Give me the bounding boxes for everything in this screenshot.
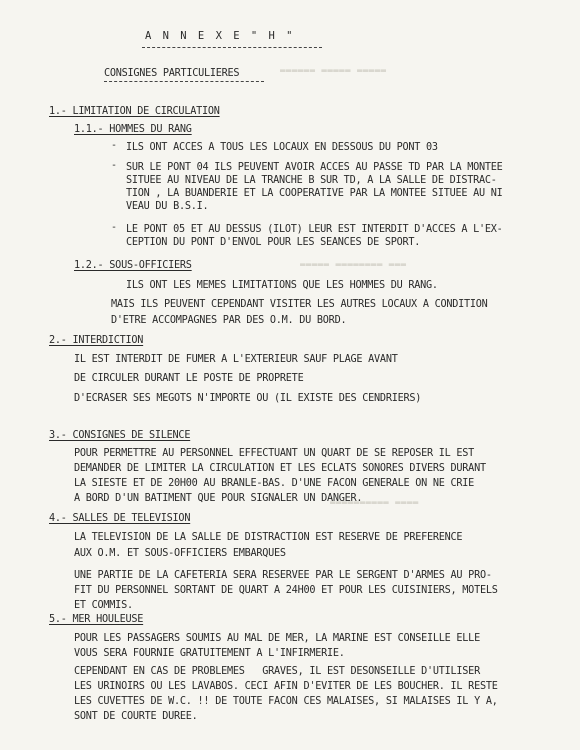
section-3-line: A BORD D'UN BATIMENT QUE POUR SIGNALER UN DANGER. [74, 493, 363, 504]
section-2-heading: 2.- INTERDICTION [49, 335, 144, 346]
section-5-paragraph-2-line: SONT DE COURTE DUREE. [74, 711, 198, 722]
bleed-through-text: ▬▬▬▬▬ ▬▬▬▬▬▬▬▬ ▬▬▬ [300, 260, 407, 270]
section-1-1-heading: 1.1.- HOMMES DU RANG [74, 124, 192, 135]
section-5-paragraph-2-line: LES CUVETTES DE W.C. !! DE TOUTE FACON CES MALAISES, SI MALAISES IL Y A, [74, 696, 498, 707]
section-4-paragraph-2-line: FIT DU PERSONNEL SORTANT DE QUART A 24H00 ET POUR LES CUISINIERS, MOTELS [74, 585, 498, 596]
section-2-line: IL EST INTERDIT DE FUMER A L'EXTERIEUR SAUF PLAGE AVANT [74, 354, 398, 365]
section-1-2-line: MAIS ILS PEUVENT CEPENDANT VISITER LES AUTRES LOCAUX A CONDITION [111, 299, 488, 310]
section-1-2-line: D'ETRE ACCOMPAGNES PAR DES O.M. DU BORD. [111, 315, 347, 326]
section-1-2-line: ILS ONT LES MEMES LIMITATIONS QUE LES HOMMES DU RANG. [126, 280, 438, 291]
annex-title: A N N E X E " H " [145, 30, 295, 42]
section-4-paragraph-2-line: ET COMMIS. [74, 600, 133, 611]
bullet-dash: - [111, 140, 118, 151]
section-1-1-bullet-2-line: SUR LE PONT 04 ILS PEUVENT AVOIR ACCES AU PASSE TD PAR LA MONTEE [126, 162, 503, 173]
bleed-through-text: ▬▬▬▬▬▬ ▬▬▬▬▬ ▬▬▬▬▬ [280, 66, 387, 76]
section-3-line: POUR PERMETTRE AU PERSONNEL EFFECTUANT UN QUART DE SE REPOSER IL EST [74, 448, 475, 459]
section-1-1-bullet-3-line: CEPTION DU PONT D'ENVOL POUR LES SEANCES DE SPORT. [126, 237, 421, 248]
section-1-heading: 1.- LIMITATION DE CIRCULATION [49, 106, 220, 117]
section-3-heading: 3.- CONSIGNES DE SILENCE [49, 430, 191, 441]
section-5-heading: 5.- MER HOULEUSE [49, 614, 144, 625]
section-4-paragraph-1-line: AUX O.M. ET SOUS-OFFICIERS EMBARQUES [74, 548, 286, 559]
section-5-paragraph-1-line: VOUS SERA FOURNIE GRATUITEMENT A L'INFIRMERIE. [74, 648, 345, 659]
bullet-dash: - [111, 160, 118, 171]
section-1-1-bullet-2-line: TION , LA BUANDERIE ET LA COOPERATIVE PAR LA MONTEE SITUEE AU NI [126, 188, 503, 199]
section-1-1-bullet-2-line: VEAU DU B.S.I. [126, 201, 209, 212]
section-5-paragraph-2-line: CEPENDANT EN CAS DE PROBLEMES GRAVES, IL EST DESONSEILLE D'UTILISER [74, 666, 480, 677]
section-1-1-bullet-2-line: SITUEE AU NIVEAU DE LA TRANCHE B SUR TD, A LA SALLE DE DISTRAC- [126, 175, 497, 186]
bleed-through-text: ▬▬▬▬▬▬▬▬▬▬ ▬▬▬▬ [330, 498, 419, 508]
section-1-1-bullet-3-line: LE PONT 05 ET AU DESSUS (ILOT) LEUR EST INTERDIT D'ACCES A L'EX- [126, 224, 503, 235]
section-3-line: LA SIESTE ET DE 20H00 AU BRANLE-BAS. D'UNE FACON GENERALE ON NE CRIE [74, 478, 475, 489]
bullet-dash: - [111, 222, 118, 233]
subtitle-underline [104, 81, 264, 82]
document-subtitle: CONSIGNES PARTICULIERES [104, 68, 240, 79]
title-underline [142, 47, 322, 48]
section-1-1-bullet-1: ILS ONT ACCES A TOUS LES LOCAUX EN DESSOUS DU PONT 03 [126, 142, 438, 153]
section-2-line: DE CIRCULER DURANT LE POSTE DE PROPRETE [74, 373, 304, 384]
section-4-paragraph-1-line: LA TELEVISION DE LA SALLE DE DISTRACTION EST RESERVE DE PREFERENCE [74, 532, 463, 543]
section-5-paragraph-2-line: LES URINOIRS OU LES LAVABOS. CECI AFIN D'EVITER DE LES BOUCHER. IL RESTE [74, 681, 498, 692]
section-3-line: DEMANDER DE LIMITER LA CIRCULATION ET LES ECLATS SONORES DIVERS DURANT [74, 463, 486, 474]
section-2-line: D'ECRASER SES MEGOTS N'IMPORTE OU (IL EXISTE DES CENDRIERS) [74, 393, 422, 404]
section-1-2-heading: 1.2.- SOUS-OFFICIERS [74, 260, 192, 271]
section-4-heading: 4.- SALLES DE TELEVISION [49, 513, 191, 524]
section-5-paragraph-1-line: POUR LES PASSAGERS SOUMIS AU MAL DE MER, LA MARINE EST CONSEILLE ELLE [74, 633, 480, 644]
section-4-paragraph-2-line: UNE PARTIE DE LA CAFETERIA SERA RESERVEE PAR LE SERGENT D'ARMES AU PRO- [74, 570, 492, 581]
